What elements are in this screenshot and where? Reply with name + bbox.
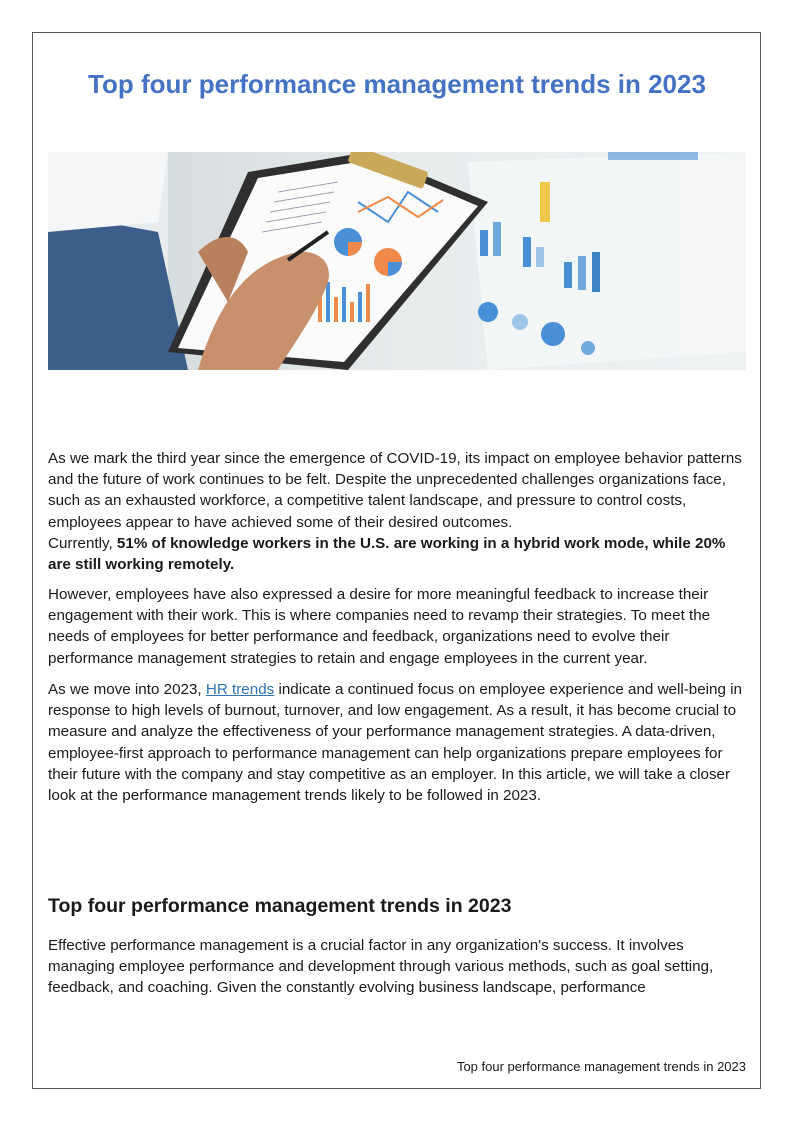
trends-paragraph <box>48 679 748 806</box>
intro-bold-stat: 51% of knowledge workers in the U.S. are working in a hybrid work mode, while 20% are still working remotely. <box>48 534 726 574</box>
intro-lead: Currently, <box>48 534 117 552</box>
intro-text: As we mark the third year since the emergence of COVID-19, its impact on employee behavior patterns and the future of work continues to be felt. Despite the unprecedented challenges organizations face, such as an exhausted workforce, a competitive talent landscape, and pressure to control costs, employees appear to have achieved some of their desired outcomes. <box>48 450 742 531</box>
page-title: Top four performance management trends in 2023 <box>88 69 706 99</box>
hero-image <box>48 152 746 370</box>
clipboard-charts-photo-icon <box>48 152 746 370</box>
trends-before: As we move into 2023, <box>48 681 206 698</box>
trends-after: indicate a continued focus on employee experience and well-being in response to high levels of burnout, turnover, and low engagement. As a result, it has become crucial to measure and analyze the effectiveness of your performance management strategies. A data-driven, employee-first approach to performance management can help organizations prepare employees for their future with the company and stay competitive as an employer. In this article, we will take a closer look at the performance management trends likely to be followed in 2023. <box>48 681 742 805</box>
section-heading: Top four performance management trends in 2023 <box>48 895 512 917</box>
hr-trends-link[interactable]: HR trends <box>205 681 275 698</box>
feedback-paragraph: However, employees have also expressed a desire for more meaningful feedback to increase their engagement with their work. This is where companies need to revamp their strategies. To meet the needs of employees for better performance and feedback, organizations need to evolve their performance management strategies to retain and engage employees in the current year. <box>48 586 711 667</box>
page-footer: Top four performance management trends in 2023 <box>456 1059 746 1074</box>
section-paragraph: Effective performance management is a crucial factor in any organization's success. It involves managing employee performance and development through various methods, such as goal setting, feedback, and coaching. Given the constantly evolving business landscape, performance <box>48 937 714 997</box>
intro-paragraph <box>48 448 748 575</box>
